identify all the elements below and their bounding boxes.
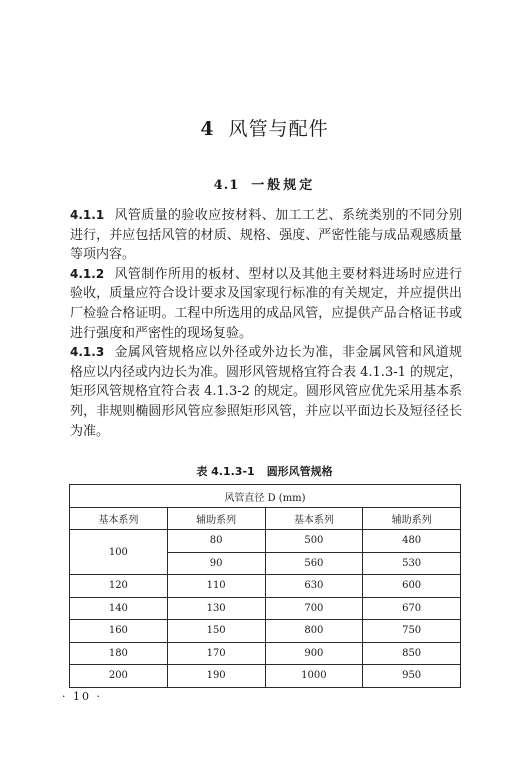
- table-row: [70, 665, 461, 688]
- table-caption: [0, 463, 529, 479]
- table-row: [70, 642, 461, 665]
- page-number: · 10 ·: [62, 690, 102, 703]
- table-cell: 180: [70, 642, 168, 665]
- table-cell: 140: [70, 597, 168, 620]
- section-name: 一般规定: [251, 178, 316, 193]
- column-header: 辅助系列: [167, 508, 265, 530]
- table-number: 表 4.1.3-1: [196, 465, 255, 478]
- column-header: 辅助系列: [363, 508, 461, 530]
- table-row: [70, 597, 461, 620]
- table-row: [70, 530, 461, 553]
- clause-number: 4.1.1: [70, 208, 105, 222]
- chapter-number: 4: [200, 118, 215, 140]
- table-cell: 160: [70, 620, 168, 643]
- table-cell: 170: [167, 642, 265, 665]
- table-title: 圆形风管规格: [266, 465, 333, 478]
- section-title: [0, 174, 529, 193]
- table-cell: 500: [265, 530, 363, 553]
- clause-paragraph: [70, 206, 462, 265]
- table-cell: 80: [167, 530, 265, 553]
- table-cell: 850: [363, 642, 461, 665]
- table-cell: 600: [363, 575, 461, 598]
- table-cell: 200: [70, 665, 168, 688]
- table-cell: 900: [265, 642, 363, 665]
- clause-paragraph: [70, 265, 462, 343]
- clause-paragraph: [70, 343, 462, 441]
- table-cell: 670: [363, 597, 461, 620]
- clause-number: 4.1.2: [70, 266, 105, 281]
- table-row: [70, 620, 461, 643]
- table-cell: 800: [265, 620, 363, 643]
- table-cell: 560: [265, 552, 363, 575]
- chapter-title: [0, 114, 529, 141]
- table-cell: 90: [167, 552, 265, 575]
- table-cell: 110: [167, 575, 265, 598]
- clause-text: 风管质量的验收应按材料、加工工艺、系统类别的不同分别进行，并应包括风管的材质、规格、强度、严密性能与成品观感质量等项内容。: [70, 208, 462, 263]
- table-cell: 1000: [265, 665, 363, 688]
- table-cell: 480: [363, 530, 461, 553]
- table-cell: 530: [363, 552, 461, 575]
- body-text: [70, 206, 462, 441]
- chapter-name: 风管与配件: [228, 118, 329, 140]
- clause-number: 4.1.3: [70, 345, 105, 360]
- table-cell: 130: [167, 597, 265, 620]
- column-header: 基本系列: [70, 508, 168, 530]
- table-cell: 120: [70, 575, 168, 598]
- table-super-header: 风管直径 D (mm): [70, 485, 461, 508]
- table-cell: 190: [167, 665, 265, 688]
- table-cell: 150: [167, 620, 265, 643]
- column-header: 基本系列: [265, 508, 363, 530]
- table-cell: 700: [265, 597, 363, 620]
- table-cell: 100: [70, 530, 168, 575]
- clause-text: 风管制作所用的板材、型材以及其他主要材料进场时应进行验收，质量应符合设计要求及国家现行标准的有关规定，并应提供出厂检验合格证明。工程中所选用的成品风管，应提供产品合格证书或进行强度和严密性的现场复验。: [70, 266, 462, 341]
- table-cell: 750: [363, 620, 461, 643]
- section-number: 4.1: [213, 178, 240, 193]
- duct-size-table: [69, 484, 461, 688]
- table-cell: 950: [363, 665, 461, 688]
- table-row: [70, 575, 461, 598]
- clause-text: 金属风管规格应以外径或外边长为准，非金属风管和风道规格应以内径或内边长为准。圆形风管规格宜符合表 4.1.3-1 的规定，矩形风管规格宜符合表 4.1.3-2 的规定。圆形风管应优先采用基本系列，非规则椭圆形风管应参照矩形风管，并应以平面边长及短径径长为准。: [70, 345, 463, 439]
- table-cell: 630: [265, 575, 363, 598]
